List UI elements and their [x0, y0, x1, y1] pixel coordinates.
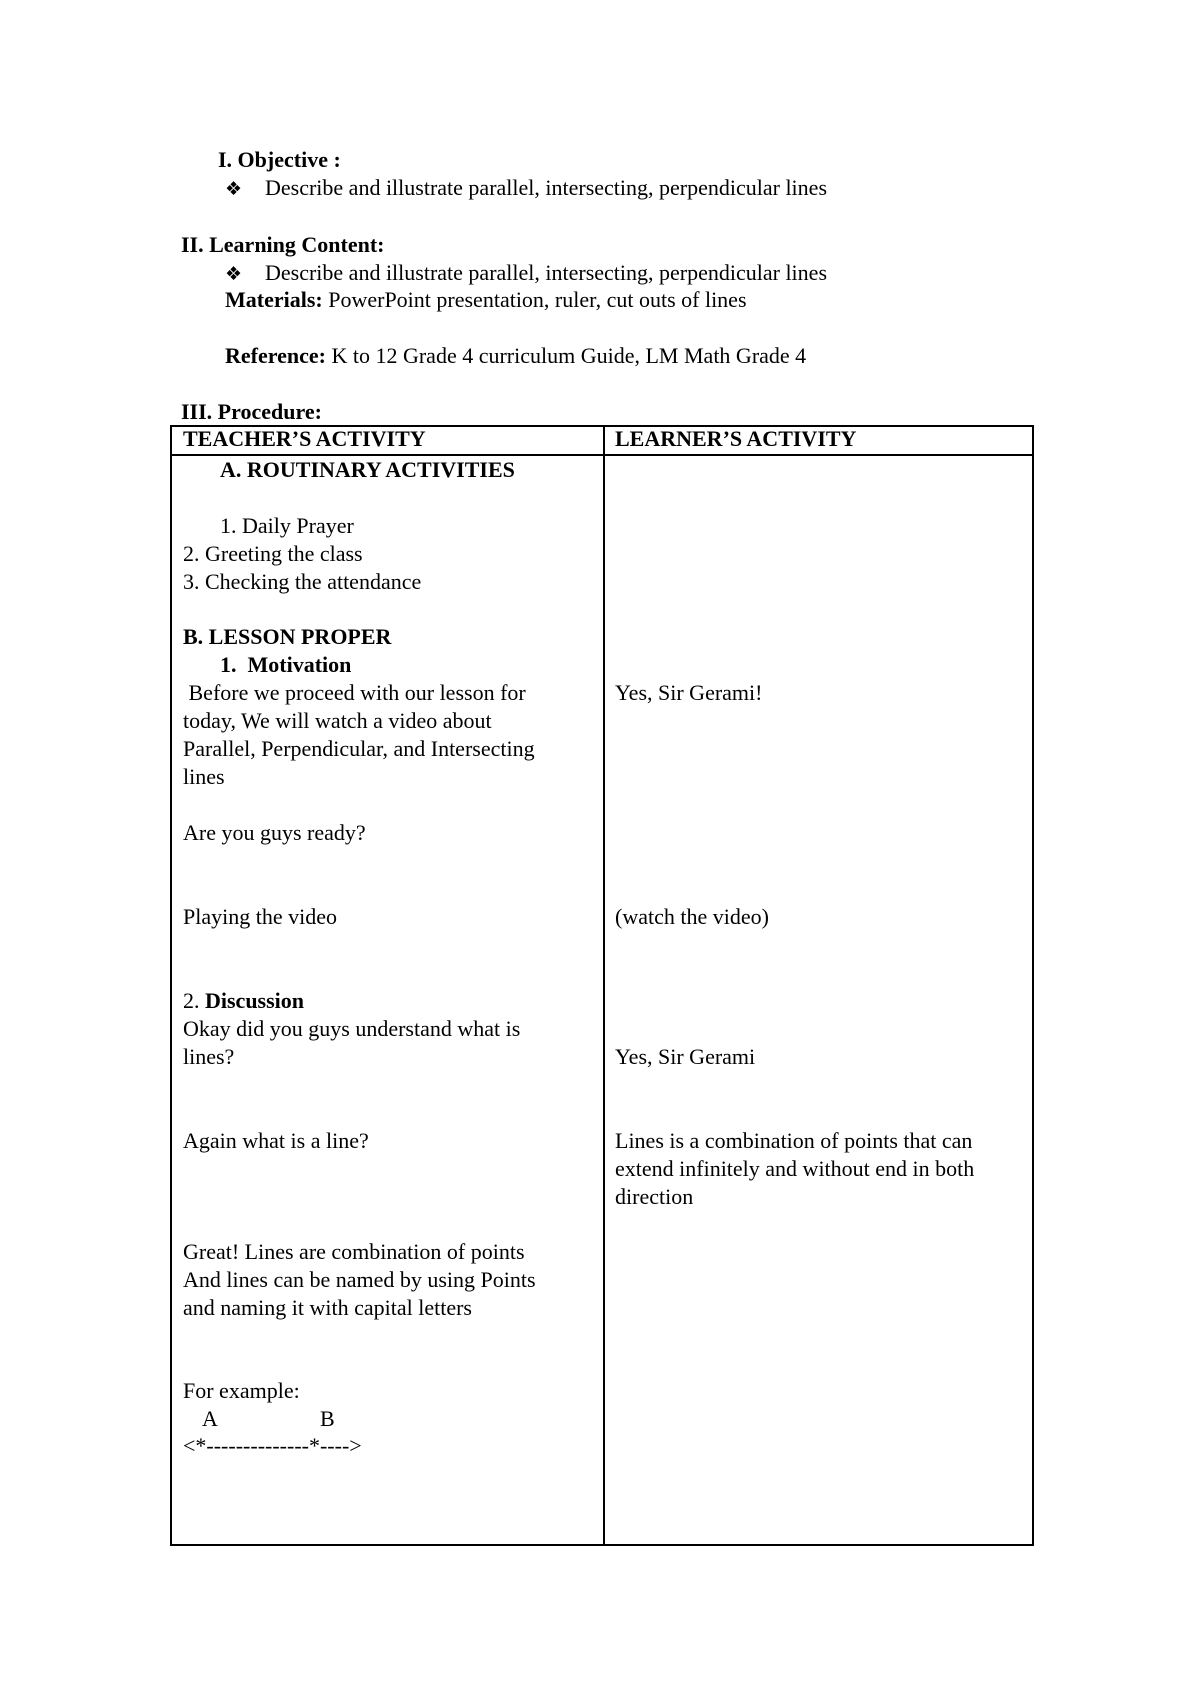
motivation-heading: 1. Motivation	[220, 652, 352, 677]
great-line-3: and naming it with capital letters	[183, 1295, 472, 1320]
learner-reply-4-line-2: extend infinitely and without end in both	[615, 1156, 975, 1181]
learner-reply-1: Yes, Sir Gerami!	[615, 680, 763, 705]
great-line-2: And lines can be named by using Points	[183, 1267, 536, 1292]
learning-content-item	[225, 260, 827, 287]
routine-item-2: 2. Greeting the class	[183, 541, 363, 566]
example-point-b: B	[320, 1406, 335, 1431]
learner-reply-4-line-1: Lines is a combination of points that can	[615, 1128, 973, 1153]
great-line-1: Great! Lines are combination of points	[183, 1239, 525, 1264]
objective-heading: I. Objective :	[218, 147, 341, 172]
learning-content-item-text: Describe and illustrate parallel, intersecting, perpendicular lines	[265, 260, 827, 285]
diamond-bullet-icon: ❖	[225, 178, 243, 200]
discussion-number: 2.	[183, 988, 205, 1013]
learner-reply-3: Yes, Sir Gerami	[615, 1044, 756, 1069]
objective-item	[225, 175, 827, 202]
reference-label: Reference:	[225, 343, 326, 368]
motivation-line-4: lines	[183, 764, 225, 789]
materials-line	[225, 287, 747, 313]
procedure-table	[170, 425, 1034, 1546]
diamond-bullet-icon: ❖	[225, 263, 243, 285]
motivation-line-2: today, We will watch a video about	[183, 708, 492, 733]
reference-text: K to 12 Grade 4 curriculum Guide, LM Math Grade 4	[325, 343, 807, 368]
teacher-activity-header: TEACHER’S ACTIVITY	[183, 426, 426, 451]
lesson-proper-heading: B. LESSON PROPER	[183, 624, 392, 649]
playing-video: Playing the video	[183, 904, 337, 929]
motivation-line-1: Before we proceed with our lesson for	[183, 680, 526, 705]
discussion-heading-line	[183, 987, 304, 1015]
objective-item-text: Describe and illustrate parallel, intersecting, perpendicular lines	[265, 175, 827, 200]
example-label: For example:	[183, 1378, 300, 1403]
ready-question: Are you guys ready?	[183, 820, 366, 845]
procedure-heading: III. Procedure:	[181, 399, 322, 424]
motivation-line-3: Parallel, Perpendicular, and Intersecting	[183, 736, 535, 761]
routine-item-1: 1. Daily Prayer	[220, 513, 354, 538]
materials-text: PowerPoint presentation, ruler, cut outs of lines	[322, 287, 747, 312]
again-question: Again what is a line?	[183, 1128, 369, 1153]
learner-reply-4-line-3: direction	[615, 1184, 694, 1209]
learner-activity-header: LEARNER’S ACTIVITY	[615, 426, 857, 451]
column-divider	[603, 427, 605, 1544]
learning-content-heading: II. Learning Content:	[181, 232, 385, 257]
example-point-a: A	[202, 1406, 218, 1431]
discussion-line-2: lines?	[183, 1044, 235, 1069]
routinary-activities-heading: A. ROUTINARY ACTIVITIES	[220, 457, 515, 482]
discussion-heading: Discussion	[205, 988, 305, 1013]
reference-line	[225, 343, 806, 369]
materials-label: Materials:	[225, 287, 323, 312]
discussion-line-1: Okay did you guys understand what is	[183, 1016, 521, 1041]
learner-reply-2: (watch the video)	[615, 904, 769, 929]
example-line: <*--------------*---->	[183, 1433, 362, 1458]
routine-item-3: 3. Checking the attendance	[183, 569, 422, 594]
